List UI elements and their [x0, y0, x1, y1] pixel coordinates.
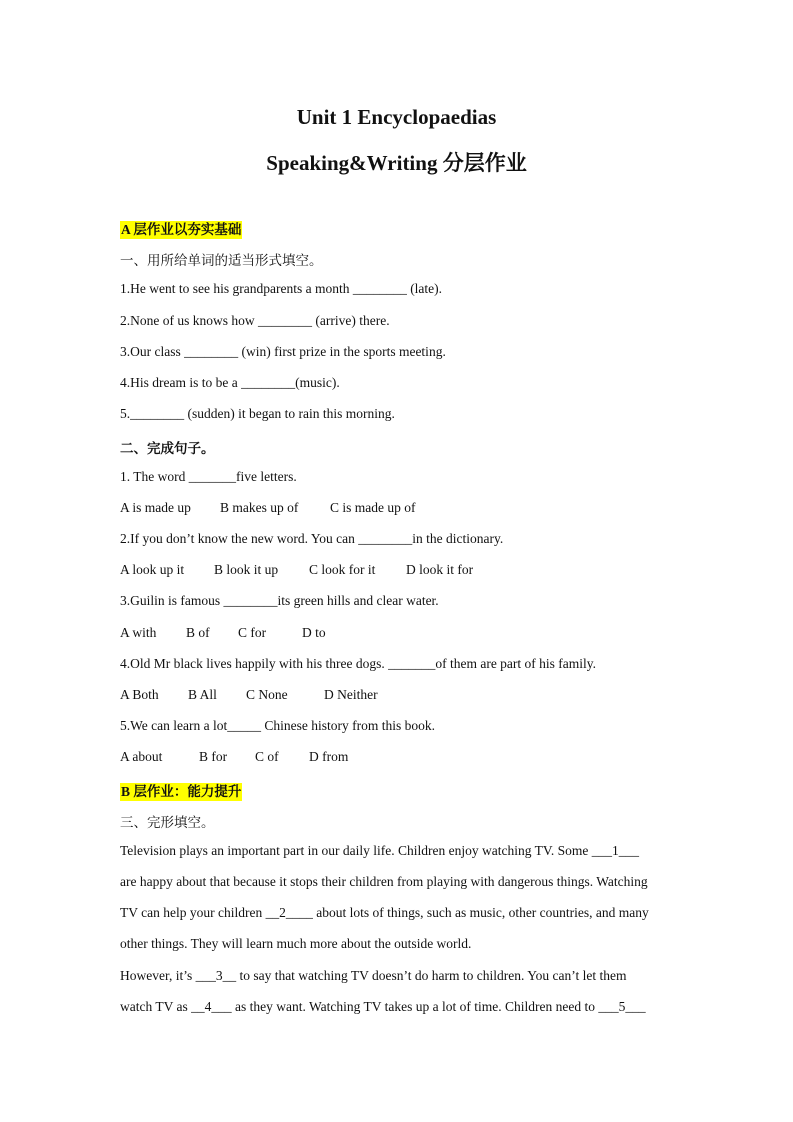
- question-text: 5.We can learn a lot_____ Chinese history from this book.: [120, 718, 435, 733]
- passage-line: other things. They will learn much more about the outside world.: [120, 936, 472, 951]
- passage-line: TV can help your children __2____ about lots of things, such as music, other countries, and many: [120, 905, 649, 920]
- question-options: [120, 562, 473, 578]
- section-b-label: [120, 780, 242, 800]
- option: C look for it: [309, 562, 376, 577]
- part1-item: 4.His dream is to be a ________(music).: [120, 375, 340, 390]
- option: D look it for: [406, 562, 474, 577]
- section-a-highlight: A 层作业以夯实基础: [121, 222, 242, 237]
- option: B All: [188, 687, 217, 702]
- passage-line: are happy about that because it stops their children from playing with dangerous things. Watching: [120, 874, 648, 889]
- section-a-label: [120, 218, 242, 238]
- part2-heading: 二、完成句子。: [120, 441, 215, 456]
- document-title: Unit 1 Encyclopaedias: [296, 105, 497, 129]
- part3-heading: 三、完形填空。: [120, 815, 215, 830]
- passage-line: watch TV as __4___ as they want. Watching TV takes up a lot of time. Children need to ___5___: [120, 999, 646, 1014]
- option: D from: [309, 749, 349, 764]
- question-options: [120, 687, 378, 703]
- question-text: 2.If you don’t know the new word. You can ________in the dictionary.: [120, 531, 504, 546]
- passage-line: However, it’s ___3__ to say that watching TV doesn’t do harm to children. You can’t let them: [120, 968, 627, 983]
- document-subtitle: Speaking&Writing 分层作业: [266, 151, 527, 175]
- part1-item: 5.________ (sudden) it began to rain this morning.: [120, 406, 395, 421]
- part1-item: 1.He went to see his grandparents a month ________ (late).: [120, 281, 443, 296]
- option: B look it up: [214, 562, 279, 577]
- question-text: 3.Guilin is famous ________its green hills and clear water.: [120, 593, 439, 608]
- option: A with: [120, 625, 157, 640]
- question-options: [120, 500, 416, 516]
- part1-item: 3.Our class ________ (win) first prize in the sports meeting.: [120, 344, 446, 359]
- option: A is made up: [120, 500, 191, 515]
- part1-item: 2.None of us knows how ________ (arrive) there.: [120, 313, 390, 328]
- option: C None: [246, 687, 288, 702]
- option: D Neither: [324, 687, 378, 702]
- option: B of: [186, 625, 210, 640]
- passage-line: Television plays an important part in our daily life. Children enjoy watching TV. Some ___1___: [120, 843, 639, 858]
- option: C of: [255, 749, 279, 764]
- option: B for: [199, 749, 228, 764]
- option: C for: [238, 625, 267, 640]
- option: A look up it: [120, 562, 185, 577]
- part1-heading: 一、用所给单词的适当形式填空。: [120, 253, 323, 268]
- option: B makes up of: [220, 500, 299, 515]
- question-text: 4.Old Mr black lives happily with his three dogs. _______of them are part of his family.: [120, 656, 597, 671]
- section-b-highlight: B 层作业：能力提升: [121, 784, 242, 799]
- question-text: 1. The word _______five letters.: [120, 469, 297, 484]
- question-options: [120, 749, 348, 765]
- option: A Both: [120, 687, 159, 702]
- question-options: [120, 625, 326, 641]
- option: C is made up of: [330, 500, 416, 515]
- option: A about: [120, 749, 163, 764]
- option: D to: [302, 625, 326, 640]
